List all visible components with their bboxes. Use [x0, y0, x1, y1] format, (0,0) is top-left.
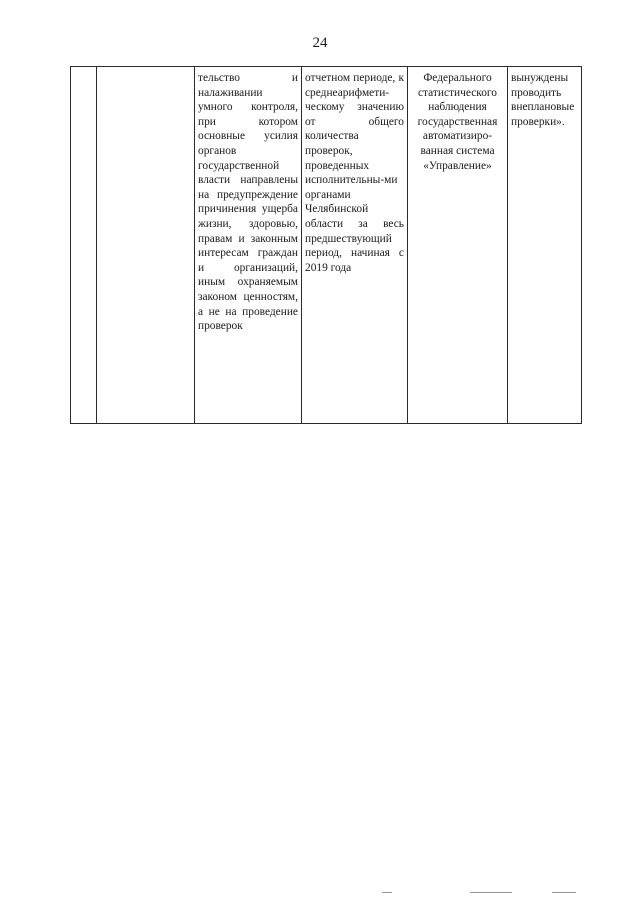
page-number: 24	[312, 35, 328, 51]
document-table	[70, 66, 582, 424]
table-row	[71, 67, 582, 424]
table-cell-note: вынуждены проводить внеплановые проверки».	[508, 67, 582, 424]
table-cell-source: Федерального статистического наблюдения государственная автоматизиро-ванная система «Управление»	[408, 67, 508, 424]
table-cell-calculation: отчетном периоде, к среднеарифмети-ческому значению от общего количества проверок, проведенных исполнительны-ми органами Челябинской области за весь предшествующий период, начиная с 2019 года	[302, 67, 408, 424]
scan-artifact	[470, 892, 512, 893]
table-cell-description: тельство и налаживании умного контроля, при котором основные усилия органов государственной власти направлены на предупреждение причинения ущерба жизни, здоровью, правам и законным интересам граждан и организаций, иным охраняемым законом ценностям, а не на проведение проверок	[195, 67, 302, 424]
scan-artifact	[552, 892, 576, 893]
table-cell-number	[71, 67, 97, 424]
scan-artifact	[382, 892, 392, 893]
table-cell-indicator	[97, 67, 195, 424]
